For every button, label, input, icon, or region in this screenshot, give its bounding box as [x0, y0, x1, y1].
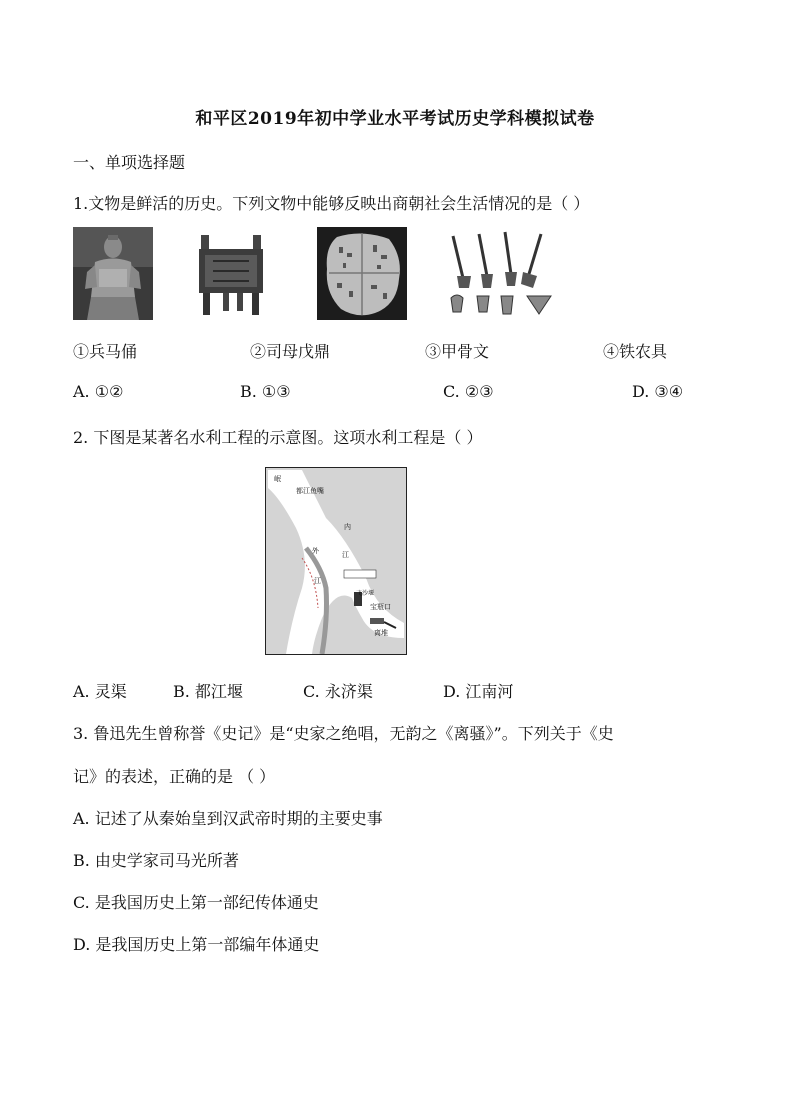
q1-option-d: D. ③④ — [632, 382, 684, 401]
question-1-stem: 1.文物是鲜活的历史。下列文物中能够反映出商朝社会生活情况的是（ ） — [73, 194, 590, 213]
map-label-wai: 外 — [312, 547, 319, 555]
question-2-stem: 2. 下图是某著名水利工程的示意图。这项水利工程是（ ） — [73, 428, 483, 447]
map-label-feisha: 飞沙堰 — [356, 590, 375, 597]
question-3-stem-line2: 记》的表述，正确的是 （ ） — [73, 767, 276, 786]
dujiangyan-map — [265, 467, 407, 655]
q1-option-b: B. ①③ — [240, 382, 291, 401]
q3-option-b: B. 由史学家司马光所著 — [73, 851, 239, 870]
question-3-stem-line1: 3. 鲁迅先生曾称誉《史记》是“史家之绝唱，无韵之《离骚》”。下列关于《史 — [73, 724, 614, 743]
map-label-jiang1: 江 — [342, 551, 349, 559]
oracle-bone-image — [317, 227, 407, 320]
map-label-dujiang: 都江鱼嘴 — [296, 487, 324, 495]
q2-option-d: D. 江南河 — [443, 682, 514, 701]
q1-option-c: C. ②③ — [443, 382, 494, 401]
section-heading: 一、单项选择题 — [73, 153, 186, 172]
map-label-liji: 离堆 — [374, 629, 388, 637]
caption-4: ④铁农具 — [603, 342, 668, 361]
caption-2: ②司母戊鼎 — [250, 342, 331, 361]
simuwu-ding-image — [193, 227, 269, 320]
terracotta-warrior-image — [73, 227, 153, 320]
map-label-min: 岷 — [274, 475, 281, 483]
q1-option-a: A. ①② — [73, 382, 124, 401]
q3-option-a: A. 记述了从秦始皇到汉武帝时期的主要史事 — [73, 809, 383, 828]
caption-1: ①兵马俑 — [73, 342, 138, 361]
iron-farm-tools-image — [441, 230, 561, 320]
q2-option-c: C. 永济渠 — [303, 682, 373, 701]
map-label-nei: 内 — [344, 523, 351, 531]
map-label-baopingkou: 宝瓶口 — [370, 603, 391, 611]
q2-option-b: B. 都江堰 — [173, 682, 243, 701]
exam-title: 和平区2019年初中学业水平考试历史学科模拟试卷 — [195, 109, 595, 129]
q3-option-d: D. 是我国历史上第一部编年体通史 — [73, 935, 320, 954]
q2-option-a: A. 灵渠 — [73, 682, 127, 701]
caption-3: ③甲骨文 — [425, 342, 490, 361]
q3-option-c: C. 是我国历史上第一部纪传体通史 — [73, 893, 319, 912]
map-label-jiang2: 江 — [314, 577, 321, 585]
